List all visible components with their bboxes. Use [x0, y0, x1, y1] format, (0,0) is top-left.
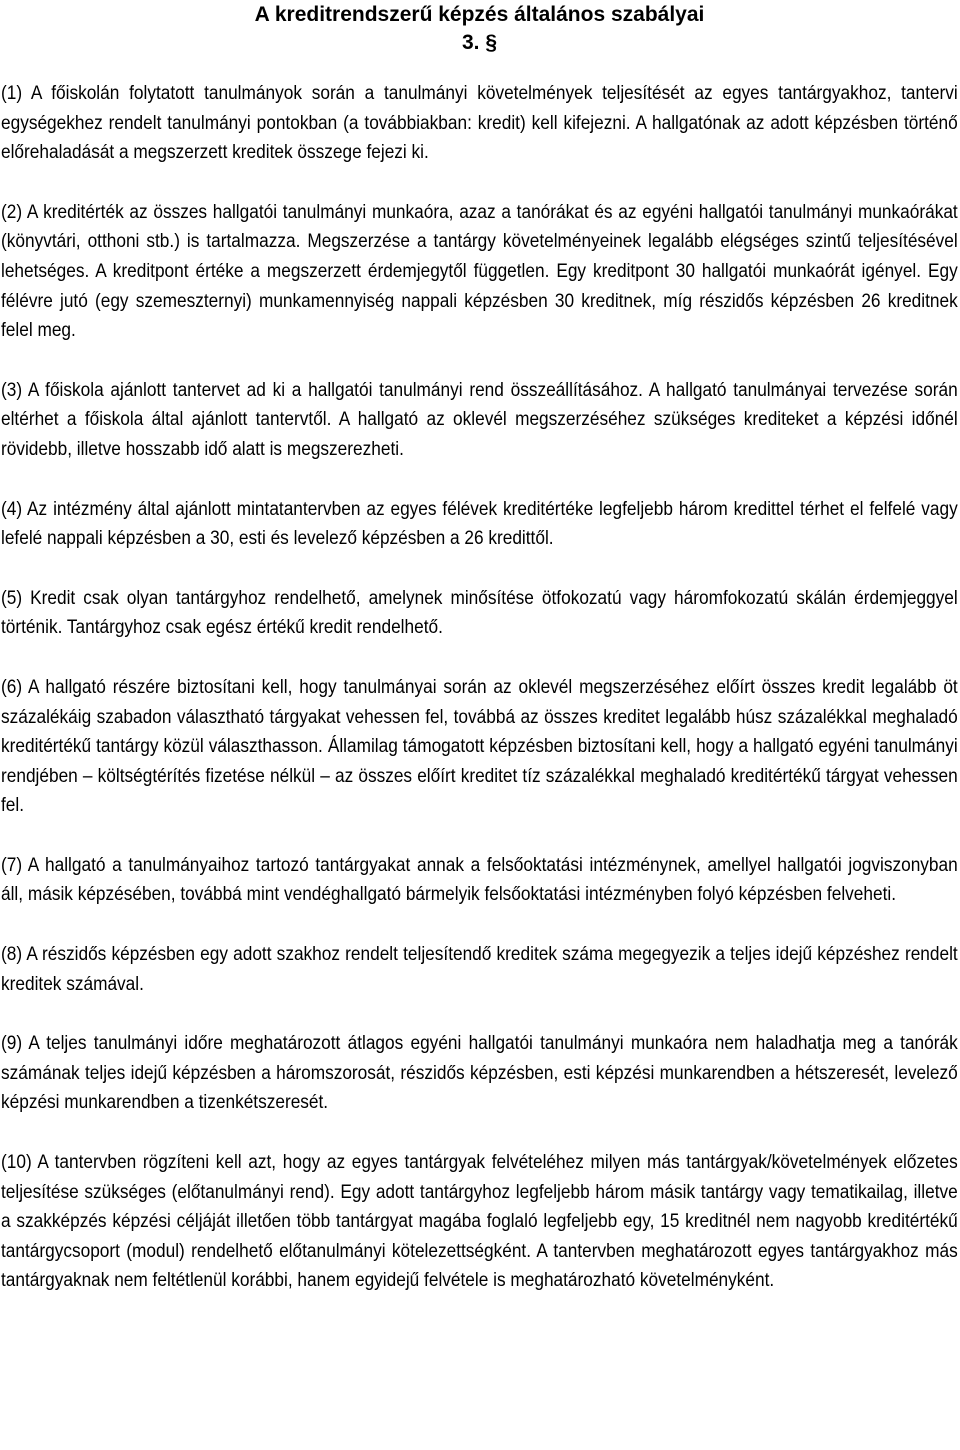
- paragraph-10: (10) A tantervben rögzíteni kell azt, hogy az egyes tantárgyak felvételéhez milyen más tantárgyak/követelmények előzetes teljesítése szükséges (előtanulmányi rend). Egy adott tantárgyhoz legfeljebb három másik tantárgy vagy tematikailag, illetve a szakképzés képzési céljáját illetően több tantárgyat magába foglaló legfeljebb egy, 15 kreditnél nem nagyobb kreditértékű tantárgycsoport (modul) rendelhető előtanulmányi kötelezettségként. A tantervben meghatározott egyes tantárgyakhoz más tantárgyaknak nem feltétlenül korábbi, hanem egyidejű felvétele is meghatározható követelményként.: [1, 1152, 958, 1292]
- section-number: 3. §: [461, 31, 498, 54]
- paragraph-6: (6) A hallgató részére biztosítani kell, hogy tanulmányai során az oklevél megszerzéséhez előírt összes kredit legalább öt százalékáig szabadon választható tárgyakat vehessen fel, továbbá az összes kreditet legalább húsz százalékkal meghaladó kreditértékű tantárgy közül választhasson. Államilag támogatott képzésben biztosítani kell, hogy a hallgató egyéni tanulmányi rendjében – költségtérítés fizetése nélkül – az összes előírt kreditet tíz százalékkal meghaladó kreditértékű tárgyat vehessen fel.: [1, 676, 958, 817]
- paragraph-1: (1) A főiskolán folytatott tanulmányok során a tanulmányi követelmények teljesítését az egyes tantárgyakhoz, tantervi egységekhez rendelt tanulmányi pontokban (a továbbiakban: kredit) kell kifejezni. A hallgatónak az adott képzésben történő előrehaladását a megszerzett kreditek összege fejezi ki.: [1, 83, 958, 164]
- paragraph-4: (4) Az intézmény által ajánlott mintatantervben az egyes félévek kreditértéke legfeljebb három kredittel térhet el felfelé vagy lefelé nappali képzésben a 30, esti és levelező képzésben a 26 kredittől.: [1, 498, 958, 550]
- paragraph-5: (5) Kredit csak olyan tantárgyhoz rendelhető, amelynek minősítése ötfokozatú vagy háromfokozatú skálán érdemjeggyel történik. Tantárgyhoz csak egész értékű kredit rendelhető.: [1, 587, 958, 639]
- paragraph-9: (9) A teljes tanulmányi időre meghatározott átlagos egyéni hallgatói tanulmányi munkaóra nem haladhatja meg a tanórák számának teljes idejű képzésben a háromszorosát, részidős képzésben, esti képzési munkarendben a hétszeresét, levelező képzési munkarendben a tizenkétszeresét.: [1, 1033, 958, 1114]
- paragraph-7: (7) A hallgató a tanulmányaihoz tartozó tantárgyakat annak a felsőoktatási intézménynek, amellyel hallgatói jogviszonyban áll, másik képzésében, továbbá mint vendéghallgató bármelyik felsőoktatási intézményben folyó képzésben felveheti.: [1, 854, 958, 906]
- paragraph-3: (3) A főiskola ajánlott tantervet ad ki a hallgatói tanulmányi rend összeállításához. A hallgató tanulmányai tervezése során eltérhet a főiskola által ajánlott tantervtől. A hallgató az oklevél megszerzéséhez szükséges krediteket a képzési időnél rövidebb, illetve hosszabb idő alatt is megszerezheti.: [1, 379, 958, 460]
- document-title: A kreditrendszerű képzés általános szabályai: [254, 3, 705, 26]
- paragraph-8: (8) A részidős képzésben egy adott szakhoz rendelt teljesítendő kreditek száma megegyezik a teljes idejű képzéshez rendelt kreditek számával.: [1, 944, 958, 995]
- paragraph-2: (2) A kreditérték az összes hallgatói tanulmányi munkaóra, azaz a tanórákat és az egyéni hallgatói tanulmányi munkaórákat (könyvtári, otthoni stb.) is tartalmazza. Megszerzése a tantárgy követelményeinek legalább elégséges szintű teljesítésével lehetséges. A kreditpont értéke a megszerzett érdemjegytől független. Egy kreditpont 30 hallgatói munkaórát igényel. Egy félévre jutó (egy szemeszternyi) munkamennyiség nappali képzésben 30 kreditnek, míg részidős képzésben 26 kreditnek felel meg.: [1, 201, 958, 342]
